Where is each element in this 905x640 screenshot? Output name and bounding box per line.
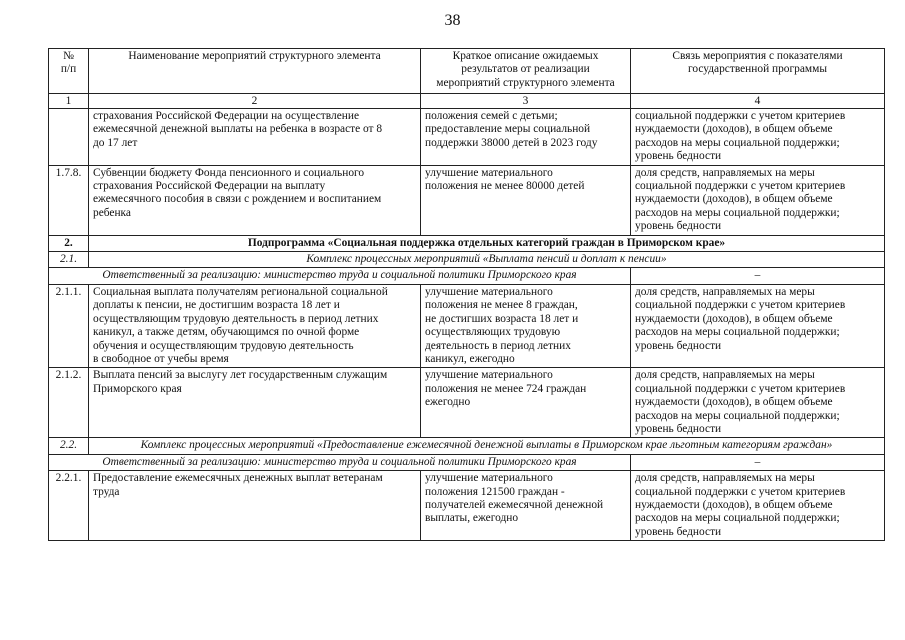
page-number: 38 [444, 12, 461, 29]
indicator-link: социальной поддержки с учетом критериев нуждаемости (доходов), в общем объеме расходов на меры социальной поддержки; уровень бедности [631, 109, 885, 166]
indicator-link: доля средств, направляемых на меры социальной поддержки с учетом критериев нуждаемости (доходов), в общем объеме расходов на меры социальной поддержки; уровень бедности [631, 471, 885, 541]
row-number: 2. [49, 235, 89, 251]
row-number [49, 109, 89, 166]
indicator-link: доля средств, направляемых на меры социальной поддержки с учетом критериев нуждаемости (доходов), в общем объеме расходов на меры социальной поддержки; уровень бедности [631, 284, 885, 367]
column-number: 4 [631, 94, 885, 109]
column-number: 1 [49, 94, 89, 109]
indicator-link: доля средств, направляемых на меры социальной поддержки с учетом критериев нуждаемости (доходов), в общем объеме расходов на меры социальной поддержки; уровень бедности [631, 165, 885, 235]
measure-name: Социальная выплата получателям региональной социальной доплаты к пенсии, не достигшим возраста 18 лет и осуществляющим трудовую деятельность в период летних каникул, а также детям, обучающимся по очной форме обучения и осуществляющим трудовую деятельность в свободное от учебы время [89, 284, 421, 367]
measure-name: Предоставление ежемесячных денежных выплат ветеранам труда [89, 471, 421, 541]
responsible-executor: Ответственный за реализацию: министерство труда и социальной политики Приморского края [49, 268, 631, 284]
complex-title: Комплекс процессных мероприятий «Предоставление ежемесячной денежной выплаты в Приморском крае льготным категориям граждан» [89, 438, 885, 454]
expected-result: положения семей с детьми; предоставление меры социальной поддержки 38000 детей в 2023 году [421, 109, 631, 166]
row-number: 2.2.1. [49, 471, 89, 541]
table-header-row [49, 49, 885, 94]
table-row [49, 471, 885, 541]
expected-result: улучшение материального положения не менее 80000 детей [421, 165, 631, 235]
row-number: 2.1.1. [49, 284, 89, 367]
column-number: 2 [89, 94, 421, 109]
measure-name: Выплата пенсий за выслугу лет государственным служащим Приморского края [89, 368, 421, 438]
responsible-executor: Ответственный за реализацию: министерство труда и социальной политики Приморского края [49, 454, 631, 470]
subprogram-row [49, 235, 885, 251]
table-row [49, 109, 885, 166]
responsible-row [49, 268, 885, 284]
table-row [49, 368, 885, 438]
indicator-link: доля средств, направляемых на меры социальной поддержки с учетом критериев нуждаемости (доходов), в общем объеме расходов на меры социальной поддержки; уровень бедности [631, 368, 885, 438]
header-program-indicators: Связь мероприятия с показателями государственной программы [631, 49, 885, 94]
measure-name: Субвенции бюджету Фонда пенсионного и социального страхования Российской Федерации на выплату ежемесячного пособия в связи с рождением и воспитанием ребенка [89, 165, 421, 235]
responsible-row [49, 454, 885, 470]
complex-row [49, 252, 885, 268]
column-number: 3 [421, 94, 631, 109]
table-row [49, 165, 885, 235]
dash-cell: – [631, 268, 885, 284]
row-number: 2.1.2. [49, 368, 89, 438]
expected-result: улучшение материального положения не менее 724 граждан ежегодно [421, 368, 631, 438]
measure-name: страхования Российской Федерации на осуществление ежемесячной денежной выплаты на ребенка в возрасте от 8 до 17 лет [89, 109, 421, 166]
table-row [49, 284, 885, 367]
header-number: № п/п [49, 49, 89, 94]
complex-title: Комплекс процессных мероприятий «Выплата пенсий и доплат к пенсии» [89, 252, 885, 268]
expected-result: улучшение материального положения не менее 8 граждан, не достигших возраста 18 лет и осуществляющих трудовую деятельность в период летних каникул, ежегодно [421, 284, 631, 367]
header-expected-results: Краткое описание ожидаемых результатов от реализации мероприятий структурного элемента [421, 49, 631, 94]
measures-table [48, 48, 885, 541]
row-number: 2.2. [49, 438, 89, 454]
subprogram-title: Подпрограмма «Социальная поддержка отдельных категорий граждан в Приморском крае» [89, 235, 885, 251]
dash-cell: – [631, 454, 885, 470]
row-number: 2.1. [49, 252, 89, 268]
header-measure-name: Наименование мероприятий структурного элемента [89, 49, 421, 94]
row-number: 1.7.8. [49, 165, 89, 235]
expected-result: улучшение материального положения 121500 граждан - получателей ежемесячной денежной выплаты, ежегодно [421, 471, 631, 541]
complex-row [49, 438, 885, 454]
column-number-row [49, 94, 885, 109]
